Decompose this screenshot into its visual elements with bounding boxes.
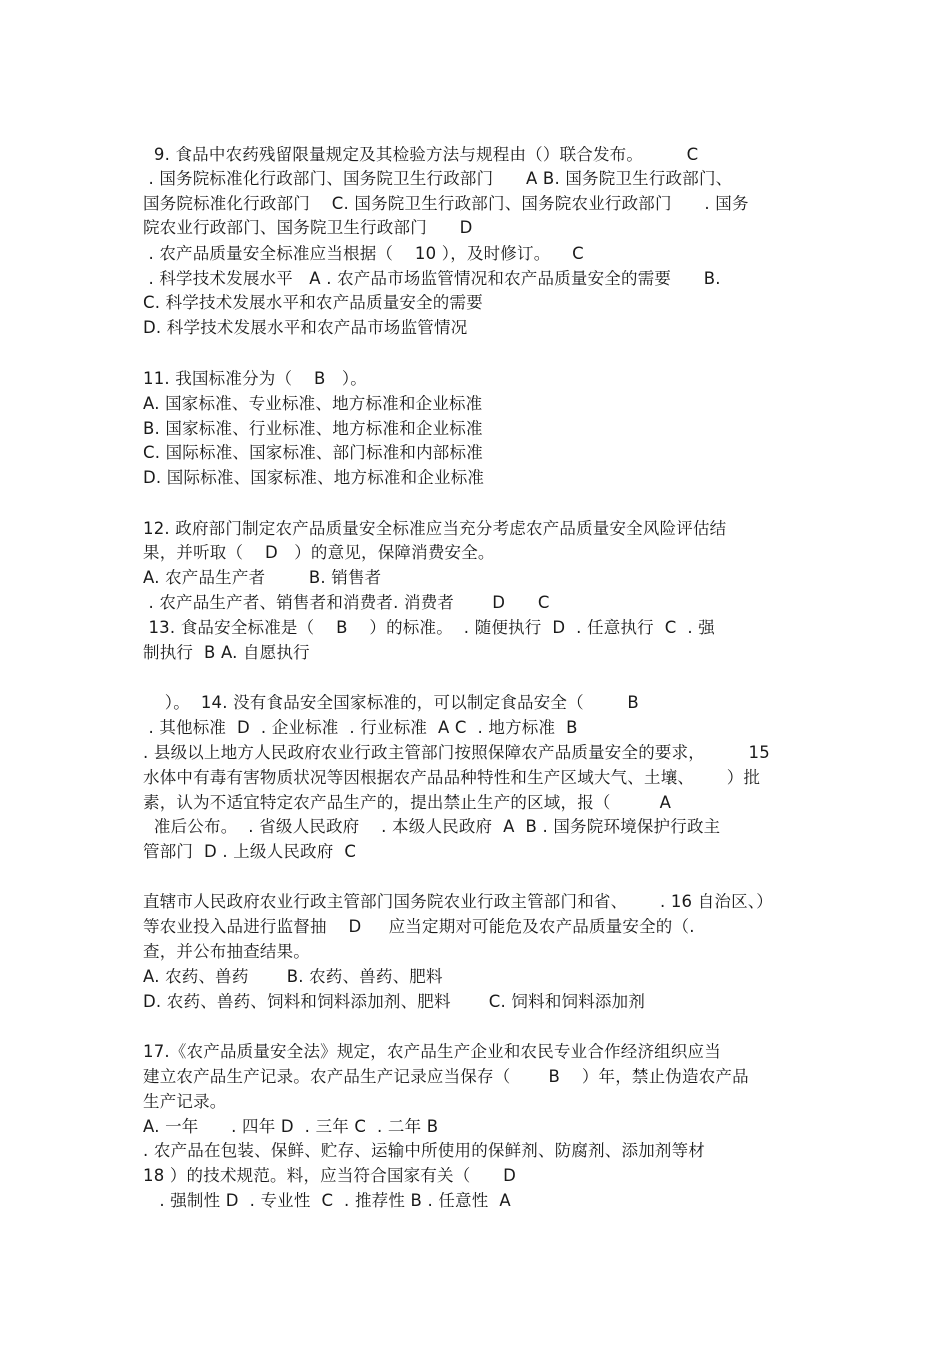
text-line: 等农业投入品进行监督抽 D 应当定期对可能危及农产品质量安全的（.	[143, 917, 695, 936]
text-line: D. 国际标准、国家标准、地方标准和企业标准	[143, 468, 485, 487]
text-line: A. 农产品生产者 B. 销售者	[143, 568, 382, 587]
text-line: A. 国家标准、专业标准、地方标准和企业标准	[143, 394, 483, 413]
text-line: D. 农药、兽药、饲料和饲料添加剂、肥料 C. 饲料和饲料添加剂	[143, 992, 646, 1011]
text-line: . 县级以上地方人民政府农业行政主管部门按照保障农产品质量安全的要求， 15	[143, 743, 770, 762]
text-line: 17.《农产品质量安全法》规定，农产品生产企业和农民专业合作经济组织应当	[143, 1042, 721, 1061]
text-line: 生产记录。	[143, 1092, 227, 1111]
text-line: . 国务院标准化行政部门、国务院卫生行政部门 A B. 国务院卫生行政部门、	[143, 169, 733, 188]
text-line: ）。 14. 没有食品安全国家标准的，可以制定食品安全（ B	[143, 693, 639, 712]
text-line: A. 一年 . 四年 D . 三年 C . 二年 B	[143, 1117, 439, 1136]
text-line: 11. 我国标准分为（ B ）。	[143, 369, 367, 388]
text-line: 国务院标准化行政部门 C. 国务院卫生行政部门、国务院农业行政部门 . 国务	[143, 194, 749, 213]
text-line: C. 科学技术发展水平和农产品质量安全的需要	[143, 293, 483, 312]
text-line: 9. 食品中农药残留限量规定及其检验方法与规程由（）联合发布。 C	[143, 145, 699, 164]
text-line: 水体中有毒有害物质状况等因根据农产品品种特性和生产区域大气、土壤、 ）批	[143, 768, 761, 787]
text-line: . 农产品质量安全标准应当根据（ 10 ），及时修订。 C	[143, 244, 584, 263]
text-line: . 科学技术发展水平 A . 农产品市场监管情况和农产品质量安全的需要 B.	[143, 269, 721, 288]
text-line: 13. 食品安全标准是（ B ）的标准。 . 随便执行 D . 任意执行 C . 强	[143, 618, 715, 637]
text-line: A. 农药、兽药 B. 农药、兽药、肥料	[143, 967, 443, 986]
text-line: 院农业行政部门、国务院卫生行政部门 D	[143, 218, 473, 237]
text-line: 制执行 B A. 自愿执行	[143, 643, 310, 662]
text-line: . 强制性 D . 专业性 C . 推荐性 B . 任意性 A	[143, 1191, 511, 1210]
text-line: . 农产品生产者、销售者和消费者. 消费者 D C	[143, 593, 550, 612]
text-line: 准后公布。 . 省级人民政府 . 本级人民政府 A B . 国务院环境保护行政主	[143, 817, 721, 836]
text-line: 果，并听取（ D ）的意见，保障消费安全。	[143, 543, 495, 562]
text-line: 管部门 D . 上级人民政府 C	[143, 842, 357, 861]
text-line: D. 科学技术发展水平和农产品市场监管情况	[143, 318, 468, 337]
text-line: . 农产品在包装、保鲜、贮存、运输中所使用的保鲜剂、防腐剂、添加剂等材	[143, 1141, 705, 1160]
text-line: 12. 政府部门制定农产品质量安全标准应当充分考虑农产品质量安全风险评估结	[143, 519, 727, 538]
text-line: 直辖市人民政府农业行政主管部门国务院农业行政主管部门和省、 . 16 自治区、）	[143, 892, 773, 911]
text-line: C. 国际标准、国家标准、部门标准和内部标准	[143, 443, 483, 462]
text-line: . 其他标准 D . 企业标准 . 行业标准 A C . 地方标准 B	[143, 718, 578, 737]
text-line: 查，并公布抽查结果。	[143, 942, 310, 961]
text-line: 素，认为不适宜特定农产品生产的，提出禁止生产的区域，报（ A	[143, 793, 672, 812]
text-line: B. 国家标准、行业标准、地方标准和企业标准	[143, 419, 483, 438]
text-line: 建立农产品生产记录。农产品生产记录应当保存（ B ）年，禁止伪造农产品	[143, 1067, 749, 1086]
text-line: 18 ）的技术规范。料，应当符合国家有关（ D	[143, 1166, 517, 1185]
